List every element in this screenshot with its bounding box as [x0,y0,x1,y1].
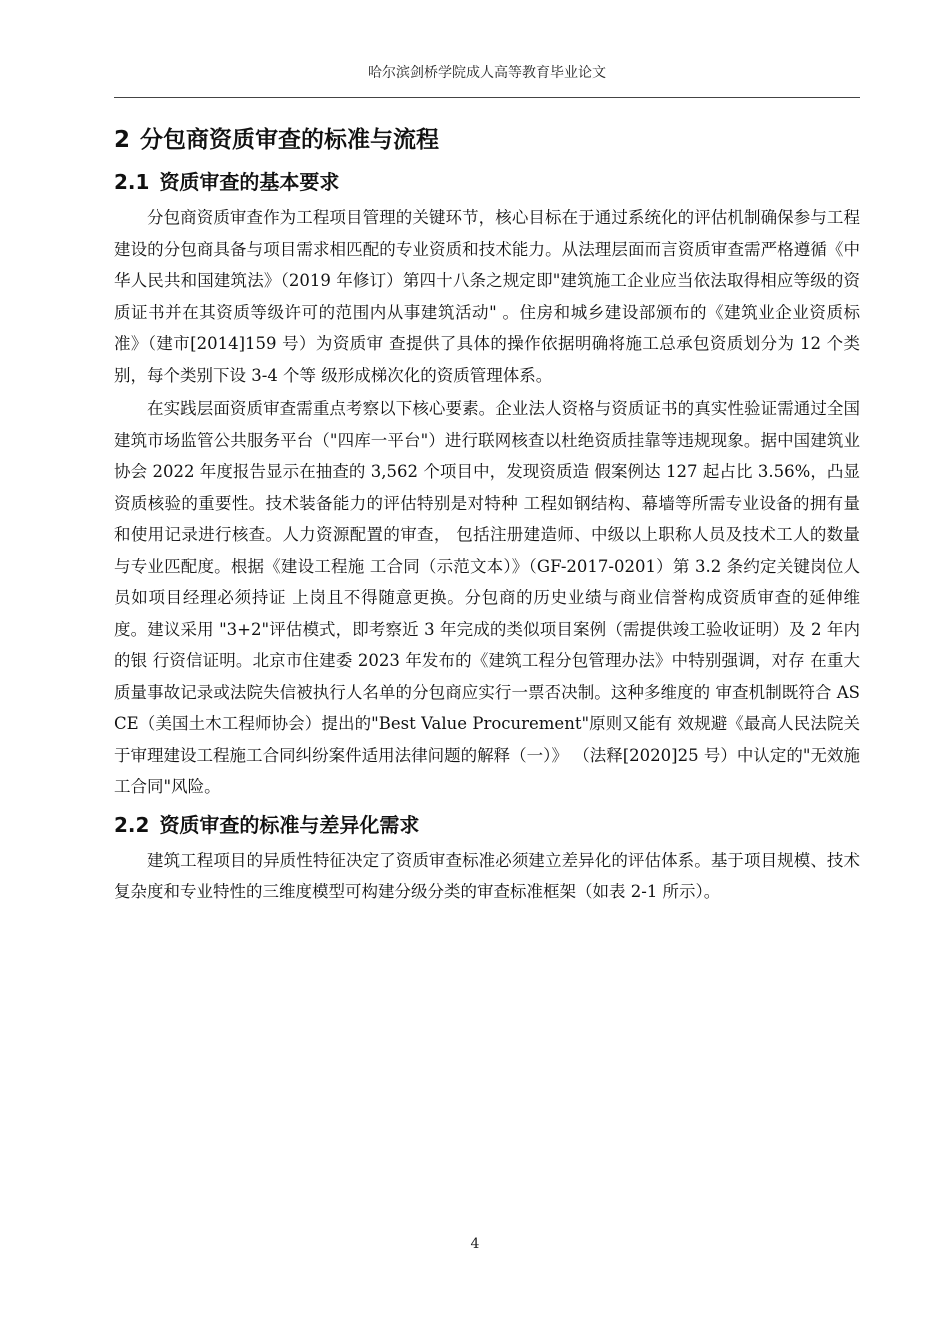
section-number: 2.2 [114,812,150,837]
chapter-number: 2 [114,127,131,153]
section-heading-2-1 [114,162,860,202]
section-heading-2-2 [114,805,860,845]
chapter-heading [114,118,860,162]
running-header: 哈尔滨剑桥学院成人高等教育毕业论文 [368,65,606,81]
page-number: 4 [470,1236,480,1252]
paragraph-2-2-a: 建筑工程项目的异质性特征决定了资质审查标准必须建立差异化的评估体系。基于项目规模、技术复杂度和专业特性的三维度模型可构建分级分类的审查标准框架（如表 2-1 所示）。 [114,850,860,901]
chapter-title: 分包商资质审查的标准与流程 [140,127,440,153]
section-title: 资质审查的基本要求 [159,170,340,194]
paragraph-2-1-a: 分包商资质审查作为工程项目管理的关键环节，核心目标在于通过系统化的评估机制确保参与工程建设的分包商具备与项目需求相匹配的专业资质和技术能力。从法理层面而言资质审查需严格遵循《中华人民共和国建筑法》（2019 年修订）第四十八条之规定即"建筑施工企业应当依法取得相应等级的资质证书并在其资质等级许可的范围内从事建筑活动" 。住房和城乡建设部颁布的《建筑业企业资质标准》（建市[2014]159 号）为资质审 查提供了具体的操作依据明确将施工总承包资质划分为 12 个类别，每个类别下设 3-4 个等 级形成梯次化的资质管理体系。 [114,208,860,385]
page-body [114,118,860,910]
header-divider [114,97,860,98]
section-number: 2.1 [114,170,150,194]
paragraph-2-1-b: 在实践层面资质审查需重点考察以下核心要素。企业法人资格与资质证书的真实性验证需通过全国建筑市场监管公共服务平台（"四库一平台"）进行联网核查以杜绝资质挂靠等违规现象。据中国建筑业协会 2022 年度报告显示在抽查的 3,562 个项目中，发现资质造 假案例达 127 起占比 3.56%，凸显资质核验的重要性。技术装备能力的评估特别是对特种 工程如钢结构、幕墙等所需专业设备的拥有量和使用记录进行核查。人力资源配置的审查， 包括注册建造师、中级以上职称人员及技术工人的数量与专业匹配度。根据《建设工程施 工合同（示范文本）》（GF-2017-0201）第 3.2 条约定关键岗位人员如项目经理必须持证 上岗且不得随意更换。分包商的历史业绩与商业信誉构成资质审查的延伸维度。建议采用 "3+2"评估模式，即考察近 3 年完成的类似项目案例（需提供竣工验收证明）及 2 年内的银 行资信证明。北京市住建委 2023 年发布的《建筑工程分包管理办法》中特别强调，对存 在重大质量事故记录或法院失信被执行人名单的分包商应实行一票否决制。这种多维度的 审查机制既符合 ASCE（美国土木工程师协会）提出的"Best Value Procurement"原则又能有 效规避《最高人民法院关于审理建设工程施工合同纠纷案件适用法律问题的解释（一）》 （法释[2020]25 号）中认定的"无效施工合同"风险。 [114,399,860,796]
section-title: 资质审查的标准与差异化需求 [159,812,420,837]
